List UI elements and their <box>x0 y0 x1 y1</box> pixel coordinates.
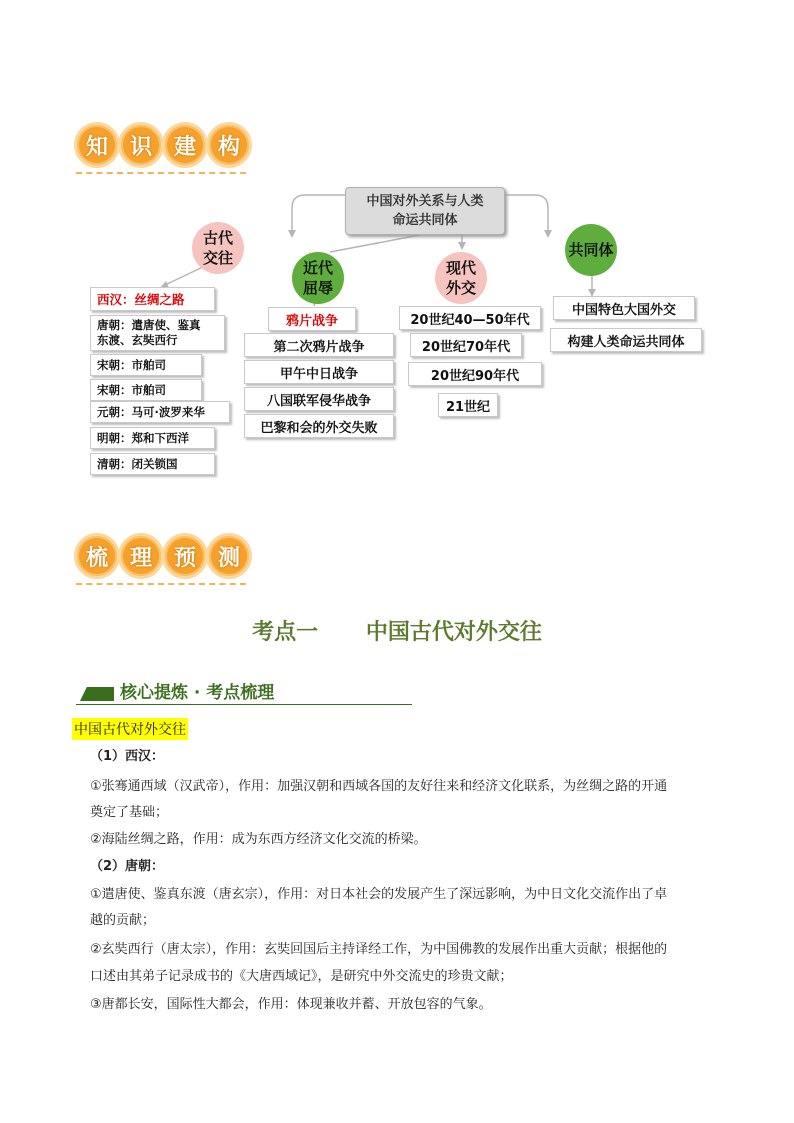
branch-label: 共同体 <box>568 241 614 259</box>
paragraph: ②玄奘西行（唐太宗），作用：玄奘回国后主持译经工作，为中国佛教的发展作出重大贡献；根据他的 <box>90 942 668 957</box>
banner-char: 识 <box>118 122 164 168</box>
banner-char: 理 <box>118 533 164 579</box>
branch-community <box>565 224 617 276</box>
ancient-item: 元朝：马可·波罗来华 <box>90 401 230 423</box>
branch-label: 古代 <box>202 229 233 247</box>
modern-item: 巴黎和会的外交失败 <box>244 414 394 438</box>
section-title-number: 考点一 <box>252 620 319 645</box>
center-line-1: 中国对外关系与人类 <box>366 194 484 209</box>
ancient-item: 宋朝：市舶司 <box>90 354 202 376</box>
branch-ancient <box>192 222 244 274</box>
branch-label: 近代 <box>302 259 333 277</box>
ancient-item: 宋朝：市舶司 <box>90 379 202 401</box>
branch-label: 现代 <box>445 259 476 277</box>
ancient-item: 清朝：闭关锁国 <box>90 453 215 475</box>
banner-char: 知 <box>74 122 120 168</box>
paragraph: 奠定了基础； <box>90 805 169 820</box>
tang-line: 唐朝：遣唐使、鉴真 <box>97 318 201 332</box>
banner-char: 预 <box>162 533 208 579</box>
paragraph: 越的贡献； <box>90 913 156 928</box>
contemporary-item: 20世纪70年代 <box>410 333 522 357</box>
paragraph: ③唐都长安，国际性大都会，作用：体现兼收并蓄、开放包容的气象。 <box>90 997 492 1012</box>
banner-char: 梳 <box>74 533 120 579</box>
community-item: 构建人类命运共同体 <box>550 328 702 352</box>
contemporary-item: 20世纪40—50年代 <box>399 306 541 330</box>
section-banner-review <box>74 533 250 579</box>
heading-flag-icon <box>80 687 114 701</box>
banner-char: 测 <box>206 533 252 579</box>
highlighted-topic: 中国古代对外交往 <box>72 718 188 740</box>
branch-label: 交往 <box>202 249 233 267</box>
paragraph: ①遣唐使、鉴真东渡（唐玄宗），作用：对日本社会的发展产生了深远影响，为中日文化交流作出了卓 <box>90 887 668 902</box>
community-item: 中国特色大国外交 <box>553 296 695 320</box>
subheading: （2）唐朝： <box>90 859 165 874</box>
section-title-text: 中国古代对外交往 <box>365 620 542 645</box>
core-heading-text: 核心提炼 · 考点梳理 <box>120 683 275 703</box>
banner-char: 建 <box>162 122 208 168</box>
modern-item: 八国联军侵华战争 <box>244 387 394 411</box>
section-title <box>0 615 794 646</box>
branch-label: 屈辱 <box>302 279 333 297</box>
paragraph: 口述由其弟子记录成书的《大唐西域记》，是研究中外交流史的珍贵文献； <box>90 969 513 984</box>
tang-line: 东渡、玄奘西行 <box>97 333 178 347</box>
modern-item: 第二次鸦片战争 <box>244 333 394 357</box>
banner-underline <box>76 583 246 585</box>
ancient-item: 西汉：丝绸之路 <box>90 287 215 311</box>
ancient-item: 明朝：郑和下西洋 <box>90 427 215 449</box>
branch-modern-humiliation <box>292 252 344 304</box>
contemporary-item: 20世纪90年代 <box>408 362 542 386</box>
contemporary-item: 21世纪 <box>438 393 498 417</box>
paragraph: ②海陆丝绸之路，作用：成为东西方经济文化交流的桥梁。 <box>90 832 427 847</box>
branch-contemporary <box>435 252 487 304</box>
subheading: （1）西汉： <box>90 749 165 764</box>
banner-char: 构 <box>206 122 252 168</box>
branch-label: 外交 <box>445 279 476 297</box>
paragraph: ①张骞通西域（汉武帝），作用：加强汉朝和西域各国的友好往来和经济文化联系，为丝绸之路的开通 <box>90 779 668 794</box>
modern-item: 鸦片战争 <box>268 307 356 331</box>
core-heading <box>76 678 412 705</box>
center-line-2: 命运共同体 <box>392 213 458 228</box>
modern-item: 甲午中日战争 <box>244 360 394 384</box>
ancient-item-tang <box>90 315 225 351</box>
mindmap-center-node <box>345 187 505 235</box>
mindmap-connectors <box>0 0 794 500</box>
